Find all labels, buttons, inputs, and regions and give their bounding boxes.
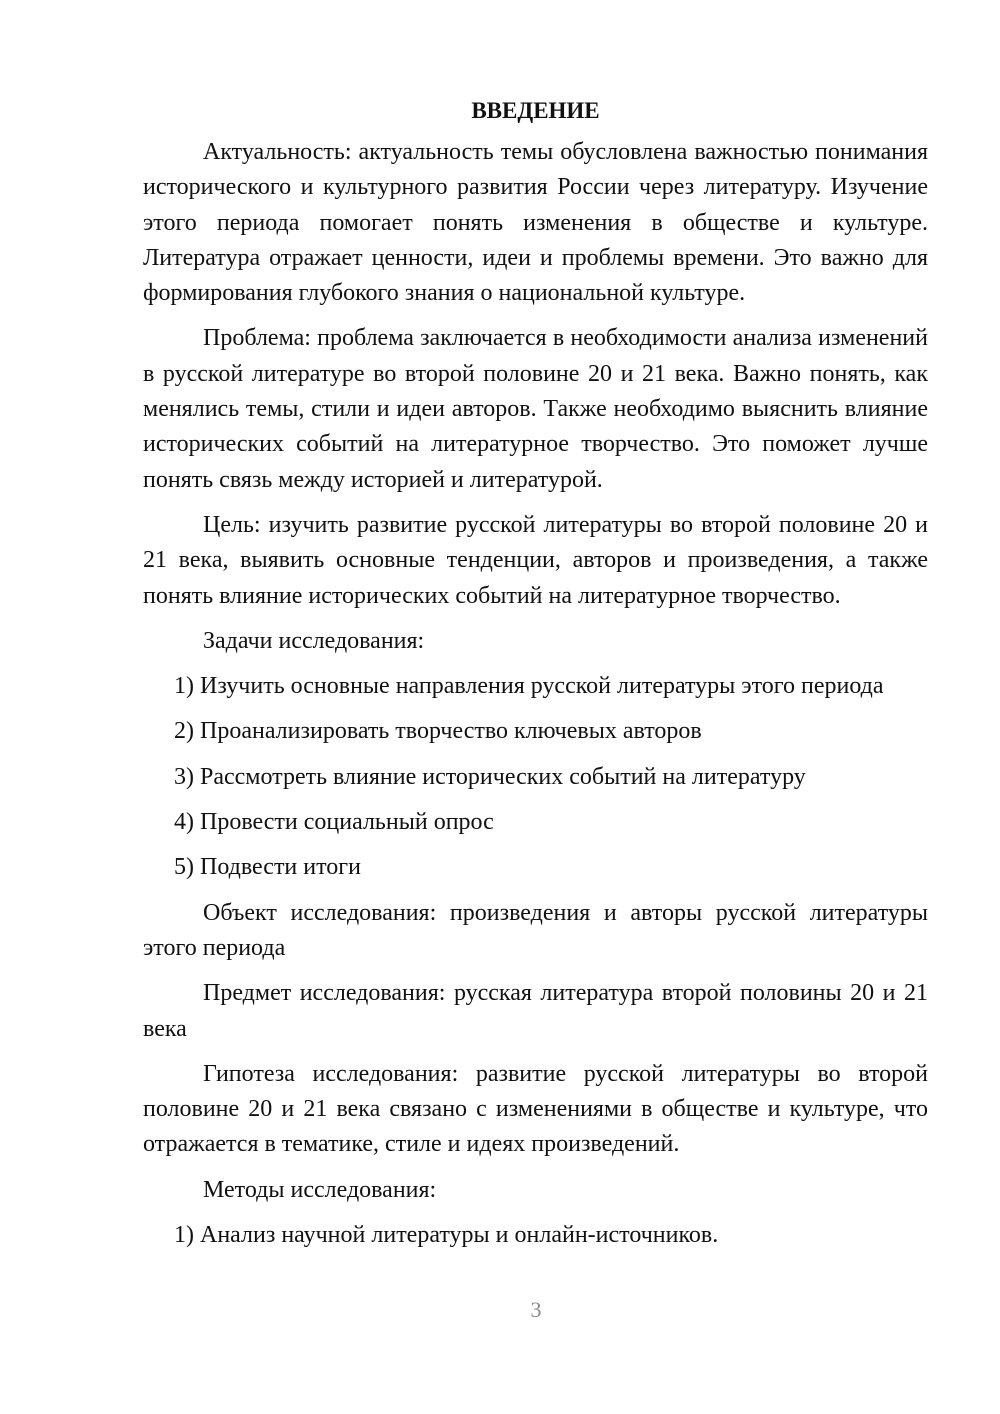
page-title: ВВЕДЕНИЕ xyxy=(471,98,600,123)
list-item: 4) Провести социальный опрос xyxy=(174,809,494,836)
methods-heading: Методы исследования: xyxy=(203,1176,437,1203)
hypothesis-paragraph: Гипотеза исследования: развитие русской литературы во второй половине 20 и 21 века связано с изменениями в обществе и культуре, что отражается в тематике, стиле и идеях произведений. xyxy=(143,1060,928,1158)
list-item: 1) Анализ научной литературы и онлайн-источников. xyxy=(174,1222,719,1249)
tasks-list xyxy=(143,669,928,885)
methods-list xyxy=(143,1218,928,1253)
goal-paragraph: Цель: изучить развитие русской литературы во второй половине 20 и 21 века, выявить основные тенденции, авторов и произведения, а также понять влияние исторических событий на литературное творчество. xyxy=(143,511,928,609)
page-content xyxy=(143,96,928,1263)
relevance-paragraph: Актуальность: актуальность темы обусловлена важностью понимания исторического и культурного развития России через литературу. Изучение этого периода помогает понять изменения в обществе и культуре. Литература отражает ценности, идеи и проблемы времени. Это важно для формирования глубокого знания о национальной культуре. xyxy=(143,139,928,307)
problem-paragraph: Проблема: проблема заключается в необходимости анализа изменений в русской литературе во второй половине 20 и 21 века. Важно понять, как менялись темы, стили и идеи авторов. Также необходимо выяснить влияние исторических событий на литературное творчество. Это поможет лучше понять связь между историей и литературой. xyxy=(143,325,928,493)
list-item: 2) Проанализировать творчество ключевых авторов xyxy=(174,718,702,745)
subject-paragraph: Предмет исследования: русская литература второй половины 20 и 21 века xyxy=(143,980,928,1042)
tasks-heading: Задачи исследования: xyxy=(203,627,425,654)
page-number: 3 xyxy=(530,1297,542,1322)
list-item: 1) Изучить основные направления русской литературы этого периода xyxy=(174,673,884,700)
list-item: 5) Подвести итоги xyxy=(174,854,361,881)
object-paragraph: Объект исследования: произведения и авторы русской литературы этого периода xyxy=(143,899,928,961)
list-item: 3) Рассмотреть влияние исторических событий на литературу xyxy=(174,763,806,790)
